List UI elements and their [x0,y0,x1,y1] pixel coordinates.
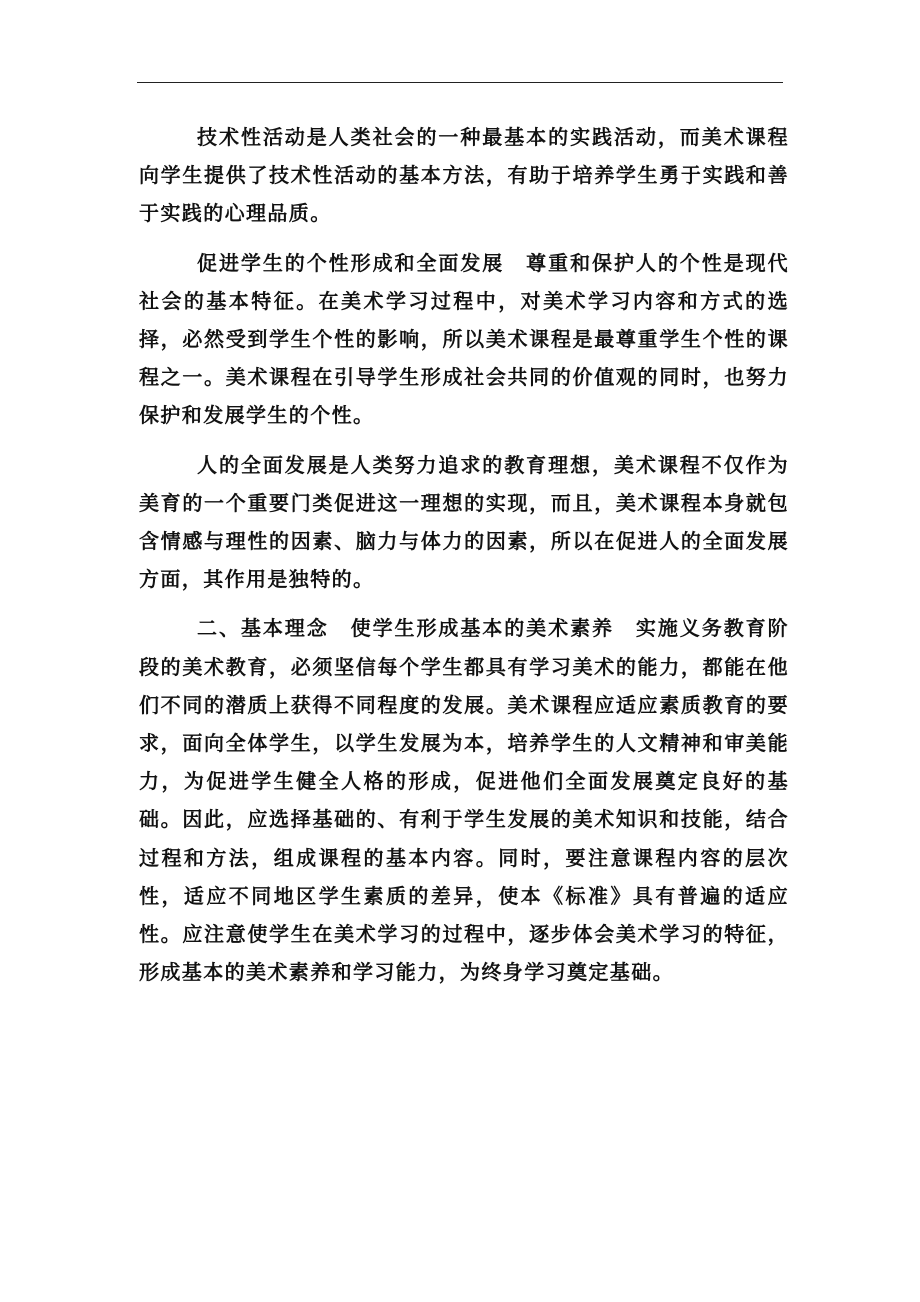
paragraph-individuality: 促进学生的个性形成和全面发展 尊重和保护人的个性是现代社会的基本特征。在美术学习过程中，对美术学习内容和方式的选择，必然受到学生个性的影响，所以美术课程是最尊重学生个性的课程之一。美术课程在引导学生形成社会共同的价值观的同时，也努力保护和发展学生的个性。 [139,250,789,428]
paragraph-all-round-development: 人的全面发展是人类努力追求的教育理想，美术课程不仅作为美育的一个重要门类促进这一理想的实现，而且，美术课程本身就包含情感与理性的因素、脑力与体力的因素，所以在促进人的全面发展方面，其作用是独特的。 [139,452,789,592]
paragraph-basic-concepts: 二、基本理念 使学生形成基本的美术素养 实施义务教育阶段的美术教育，必须坚信每个学生都具有学习美术的能力，都能在他们不同的潜质上获得不同程度的发展。美术课程应适应素质教育的要求，面向全体学生，以学生发展为本，培养学生的人文精神和审美能力，为促进学生健全人格的形成，促进他们全面发展奠定良好的基础。因此，应选择基础的、有利于学生发展的美术知识和技能，结合过程和方法，组成课程的基本内容。同时，要注意课程内容的层次性，适应不同地区学生素质的差异，使本《标准》具有普遍的适应性。应注意使学生在美术学习的过程中，逐步体会美术学习的特征，形成基本的美术素养和学习能力，为终身学习奠定基础。 [139,616,789,985]
document-body [139,118,789,1001]
paragraph-technical-activity: 技术性活动是人类社会的一种最基本的实践活动，而美术课程向学生提供了技术性活动的基本方法，有助于培养学生勇于实践和善于实践的心理品质。 [139,125,789,226]
header-rule [137,82,783,83]
